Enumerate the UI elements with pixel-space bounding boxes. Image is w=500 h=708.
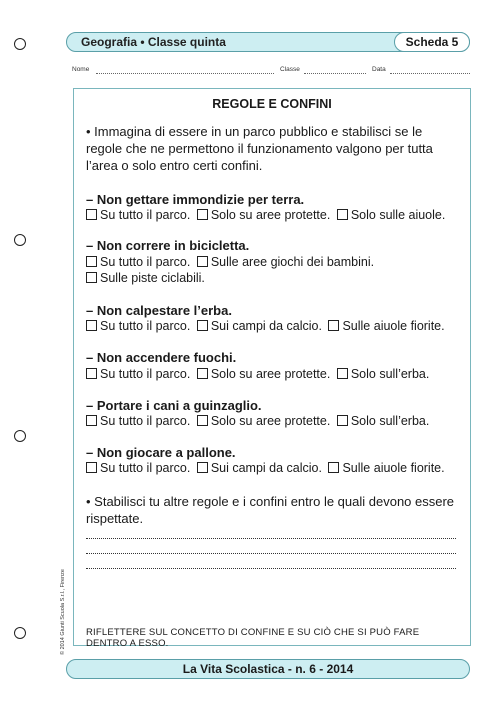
answer-line-3[interactable] (86, 568, 456, 569)
option[interactable]: Su tutto il parco. (86, 414, 190, 428)
rule-5: – Portare i cani a guinzaglio. (86, 398, 262, 413)
answer-line-1[interactable] (86, 538, 456, 539)
option[interactable]: Solo sull’erba. (337, 367, 430, 381)
rule-2-options-cont (86, 271, 208, 285)
option[interactable]: Su tutto il parco. (86, 461, 190, 475)
answer-line-2[interactable] (86, 553, 456, 554)
option[interactable]: Solo su aree protette. (197, 208, 331, 222)
task2-text: • Stabilisci tu altre regole e i confini entro le quali devono essere rispettate. (86, 494, 455, 526)
worksheet-title: REGOLE E CONFINI (212, 97, 332, 111)
option[interactable]: Sulle aiuole fiorite. (328, 461, 444, 475)
checkbox[interactable] (86, 415, 97, 426)
header-bar (66, 32, 470, 52)
binder-hole-4 (14, 627, 26, 639)
option[interactable]: Su tutto il parco. (86, 319, 190, 333)
checkbox[interactable] (328, 320, 339, 331)
checkbox[interactable] (328, 462, 339, 473)
sheet-tab (394, 32, 470, 52)
footer-label: La Vita Scolastica - n. 6 - 2014 (182, 662, 354, 676)
rule-3-options (86, 319, 448, 333)
binder-hole-3 (14, 430, 26, 442)
checkbox[interactable] (86, 462, 97, 473)
date-field[interactable] (390, 66, 470, 74)
subject-label: Geografia • Classe quinta (81, 35, 226, 49)
rule-4: – Non accendere fuochi. (86, 350, 237, 365)
rule-3: – Non calpestare l’erba. (86, 303, 232, 318)
worksheet-box (73, 88, 471, 649)
name-field[interactable] (96, 66, 274, 74)
intro-text: • Immagina di essere in un parco pubblico e stabilisci se le regole che ne permettono il funzionamento valgono per tutta l’area o solo entro certi confini. (86, 124, 433, 173)
rule-4-options (86, 367, 432, 381)
option[interactable]: Solo sulle aiuole. (337, 208, 446, 222)
checkbox[interactable] (337, 415, 348, 426)
checkbox[interactable] (86, 272, 97, 283)
option[interactable]: Su tutto il parco. (86, 208, 190, 222)
binder-hole-2 (14, 234, 26, 246)
rule-1-options (86, 208, 448, 222)
option[interactable]: Sulle aiuole fiorite. (328, 319, 444, 333)
checkbox[interactable] (197, 462, 208, 473)
checkbox[interactable] (86, 209, 97, 220)
footer-bar (66, 659, 470, 679)
copyright-credit: © 2014 Giunti Scuola S.r.l., Firenze (60, 569, 66, 655)
checkbox[interactable] (86, 368, 97, 379)
rule-6: – Non giocare a pallone. (86, 445, 236, 460)
date-label: Data (372, 66, 386, 73)
option[interactable]: Sui campi da calcio. (197, 319, 322, 333)
name-label: Nome (72, 66, 90, 73)
reflection-prompt: RIFLETTERE SUL CONCETTO DI CONFINE E SU CIÒ CHE SI PUÒ FARE DENTRO A ESSO. (86, 627, 420, 649)
checkbox[interactable] (197, 209, 208, 220)
class-field[interactable] (304, 66, 366, 74)
option[interactable]: Solo su aree protette. (197, 367, 331, 381)
rule-1: – Non gettare immondizie per terra. (86, 192, 305, 207)
checkbox[interactable] (197, 368, 208, 379)
option[interactable]: Su tutto il parco. (86, 367, 190, 381)
checkbox[interactable] (197, 415, 208, 426)
option[interactable]: Solo sull’erba. (337, 414, 430, 428)
checkbox[interactable] (86, 320, 97, 331)
checkbox[interactable] (337, 209, 348, 220)
option[interactable]: Sui campi da calcio. (197, 461, 322, 475)
option[interactable]: Su tutto il parco. (86, 255, 190, 269)
checkbox[interactable] (197, 256, 208, 267)
rule-5-options (86, 414, 432, 428)
binder-hole-1 (14, 38, 26, 50)
checkbox[interactable] (86, 256, 97, 267)
rule-2: – Non correre in bicicletta. (86, 238, 250, 253)
option[interactable]: Sulle aree giochi dei bambini. (197, 255, 374, 269)
checkbox[interactable] (337, 368, 348, 379)
rule-2-options (86, 255, 377, 269)
option[interactable]: Solo su aree protette. (197, 414, 331, 428)
class-label: Classe (280, 66, 300, 73)
rule-6-options (86, 461, 448, 475)
option[interactable]: Sulle piste ciclabili. (86, 271, 205, 285)
sheet-label: Scheda 5 (405, 35, 459, 49)
checkbox[interactable] (197, 320, 208, 331)
